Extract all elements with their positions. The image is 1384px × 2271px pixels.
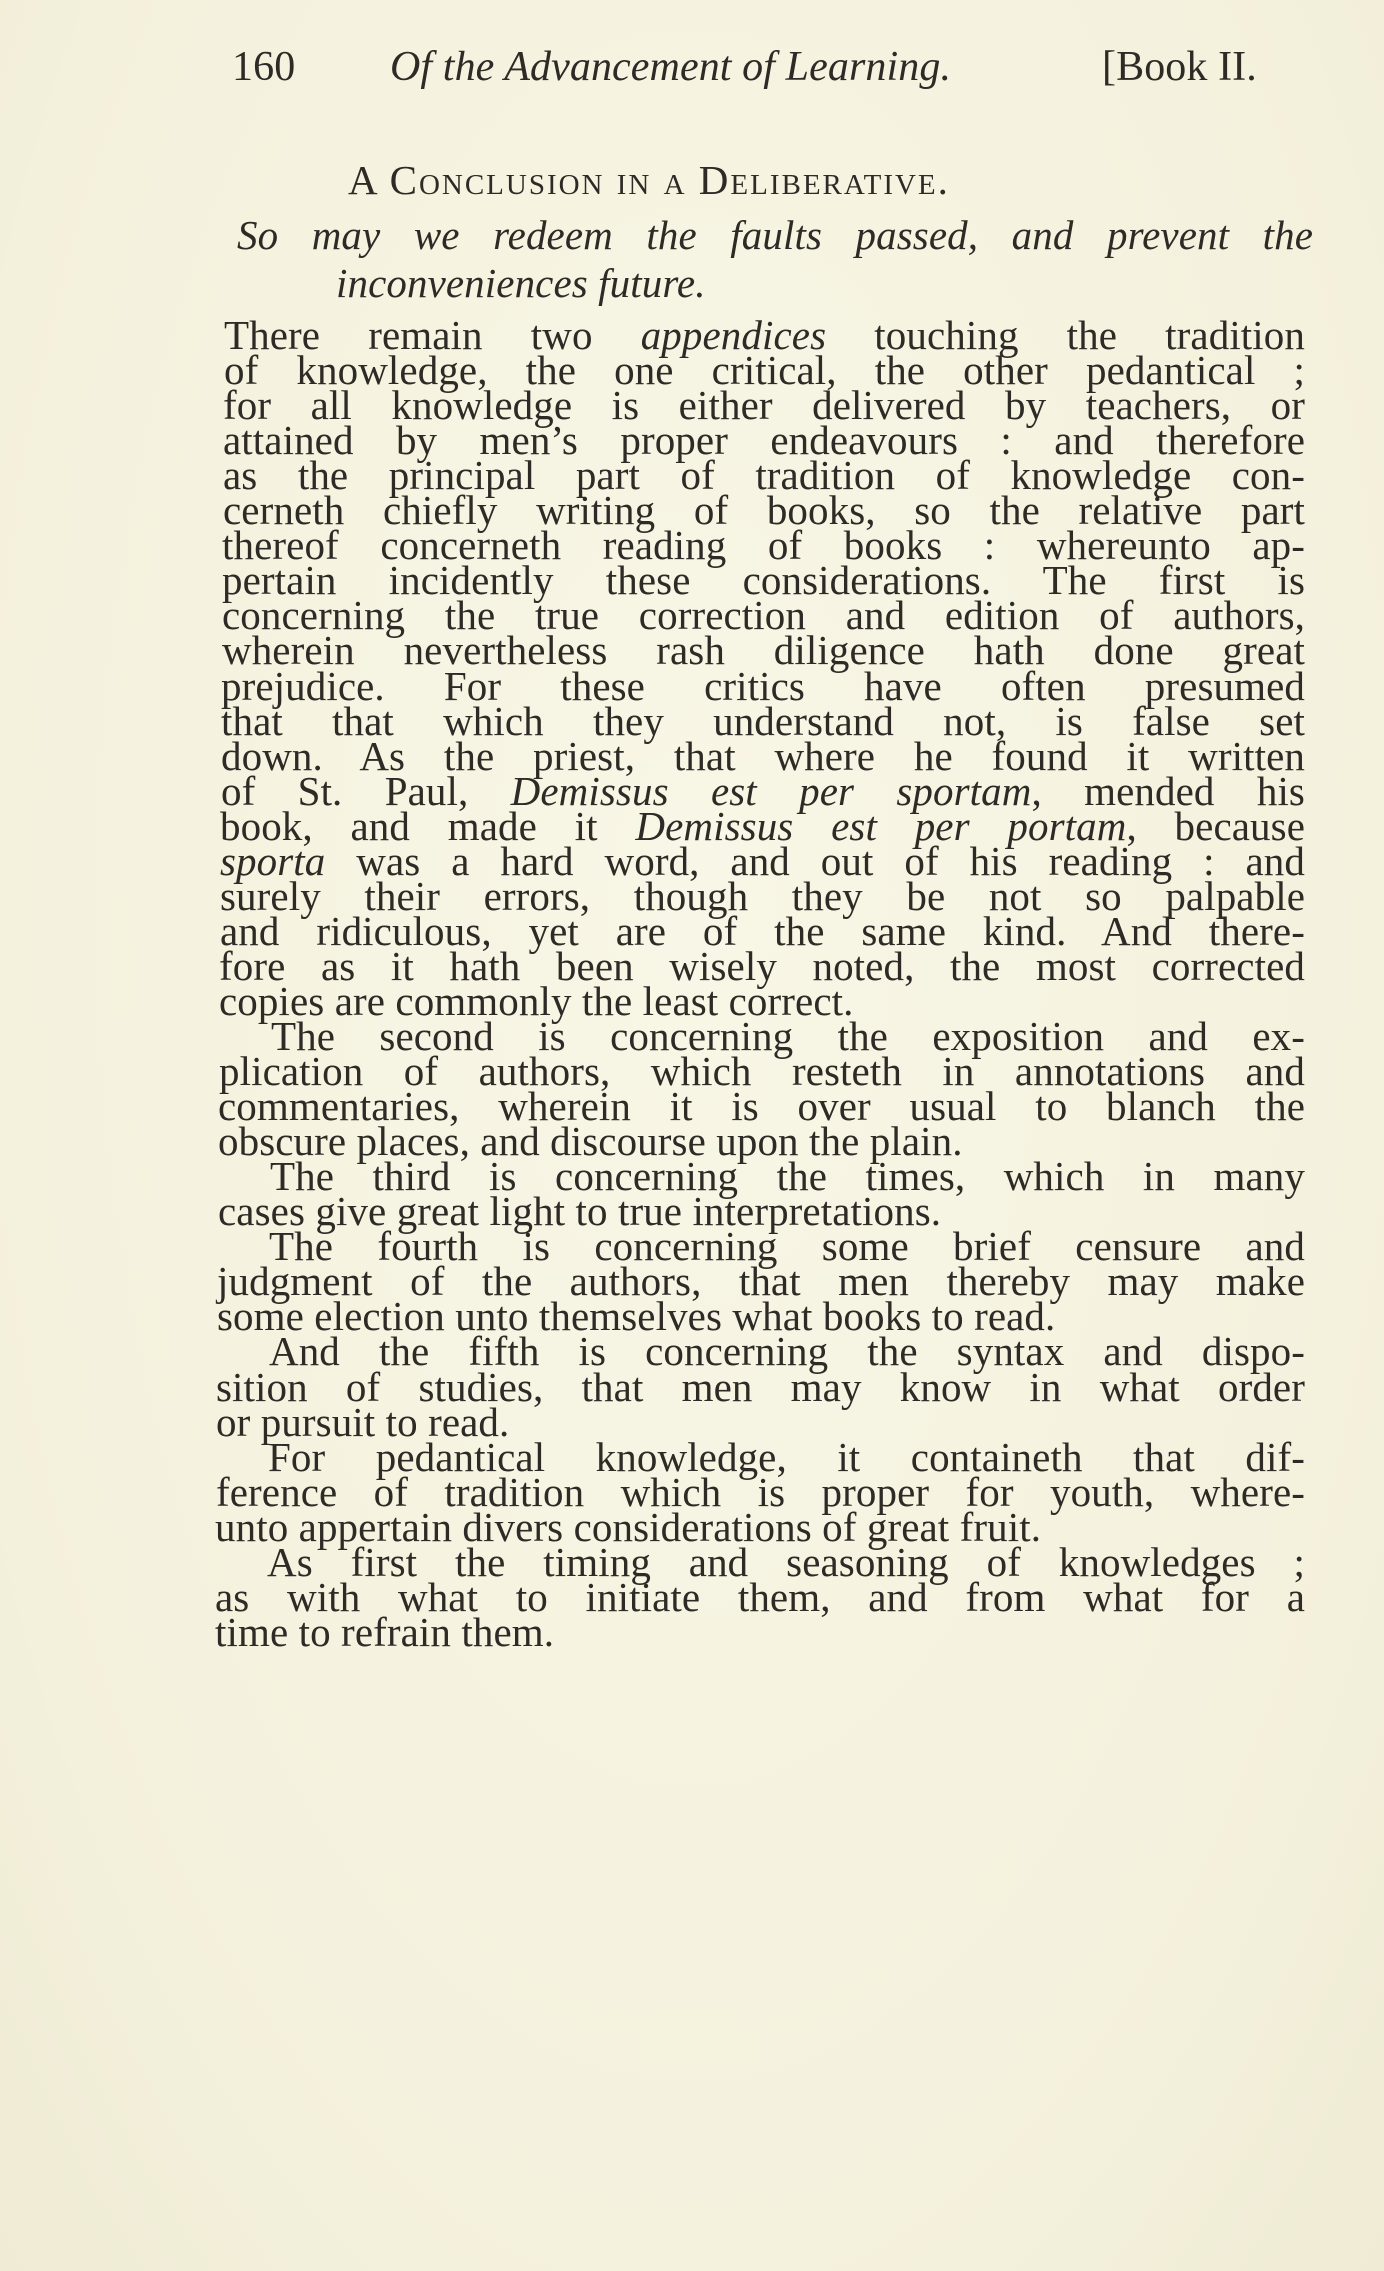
text-segment: time to refrain them. bbox=[215, 1608, 555, 1655]
text-segment: cases give great light to true interpretations. bbox=[218, 1188, 942, 1235]
epigraph-line-2: inconveniences future. bbox=[336, 260, 706, 306]
text-segment: The fourth is concerning some brief censure and bbox=[269, 1223, 1305, 1270]
text-segment: as the principal part of tradition of knowledge con- bbox=[223, 452, 1305, 499]
text-segment: ference of tradition which is proper for youth, where- bbox=[216, 1468, 1305, 1515]
text-segment: unto appertain divers considerations of great fruit. bbox=[215, 1503, 1042, 1550]
text-segment: For pedantical knowledge, it containeth that dif- bbox=[268, 1433, 1305, 1480]
text-segment: As first the timing and seasoning of knowledges ; bbox=[267, 1538, 1305, 1585]
text-segment: And the fifth is concerning the syntax and dispo- bbox=[269, 1328, 1305, 1375]
text-segment: thereof concerneth reading of books : whereunto ap- bbox=[222, 522, 1305, 569]
text-line bbox=[215, 1607, 554, 1657]
page-number: 160 bbox=[232, 44, 296, 90]
text-segment: down. As the priest, that where he found it written bbox=[221, 732, 1305, 779]
text-segment: , mended his bbox=[1031, 767, 1305, 814]
text-segment: for all knowledge is either delivered by teachers, or bbox=[223, 382, 1305, 429]
text-segment: The third is concerning the times, which in many bbox=[270, 1153, 1305, 1200]
text-segment: judgment of the authors, that men thereby may make bbox=[217, 1258, 1305, 1305]
text-segment: of knowledge, the one critical, the other pedantical ; bbox=[224, 347, 1305, 394]
text-segment: as with what to initiate them, and from what for a bbox=[215, 1573, 1305, 1620]
text-segment: commentaries, wherein it is over usual to blanch the bbox=[218, 1083, 1305, 1130]
italic-segment: appendices bbox=[640, 312, 827, 358]
epigraph-line-1: So may we redeem the faults passed, and prevent the bbox=[237, 212, 1313, 258]
text-segment: surely their errors, though they be not so palpable bbox=[220, 872, 1305, 919]
text-segment: of St. Paul, bbox=[221, 767, 511, 814]
text-segment: copies are commonly the least correct. bbox=[219, 977, 854, 1024]
text-segment: The second is concerning the exposition and ex- bbox=[271, 1013, 1305, 1059]
text-segment: obscure places, and discourse upon the plain. bbox=[218, 1118, 963, 1165]
italic-segment: Demissus est per sportam bbox=[510, 767, 1032, 814]
text-segment: prejudice. For these critics have often presumed bbox=[221, 662, 1305, 709]
text-segment: or pursuit to read. bbox=[216, 1398, 510, 1445]
text-segment: fore as it hath been wisely noted, the most corrected bbox=[219, 942, 1305, 989]
running-title: Of the Advancement of Learning. bbox=[390, 44, 952, 90]
text-segment: book, and made it bbox=[220, 802, 636, 849]
text-segment: attained by men’s proper endeavours : and therefore bbox=[223, 417, 1305, 464]
text-segment: touching the tradition bbox=[826, 312, 1305, 358]
text-segment: sition of studies, that men may know in what order bbox=[216, 1363, 1305, 1410]
text-segment: , because bbox=[1126, 802, 1305, 849]
text-segment: plication of authors, which resteth in annotations and bbox=[219, 1048, 1305, 1095]
italic-segment: Demissus est per portam bbox=[635, 802, 1127, 849]
italic-segment: sporta bbox=[220, 837, 326, 884]
text-segment: cerneth chiefly writing of books, so the relative part bbox=[223, 487, 1305, 534]
text-segment: that that which they understand not, is false set bbox=[221, 697, 1305, 744]
text-segment: wherein nevertheless rash diligence hath done great bbox=[222, 627, 1305, 674]
text-segment: concerning the true correction and edition of authors, bbox=[222, 592, 1305, 639]
text-segment: and ridiculous, yet are of the same kind. And there- bbox=[220, 907, 1305, 954]
section-title: A Conclusion in a Deliberative. bbox=[348, 157, 950, 203]
text-segment: was a hard word, and out of his reading : and bbox=[325, 837, 1305, 884]
text-segment: There remain two bbox=[224, 312, 641, 358]
text-segment: pertain incidently these considerations. The first is bbox=[222, 557, 1305, 604]
text-segment: some election unto themselves what books to read. bbox=[217, 1293, 1056, 1340]
book-marker: [Book II. bbox=[1102, 44, 1257, 90]
